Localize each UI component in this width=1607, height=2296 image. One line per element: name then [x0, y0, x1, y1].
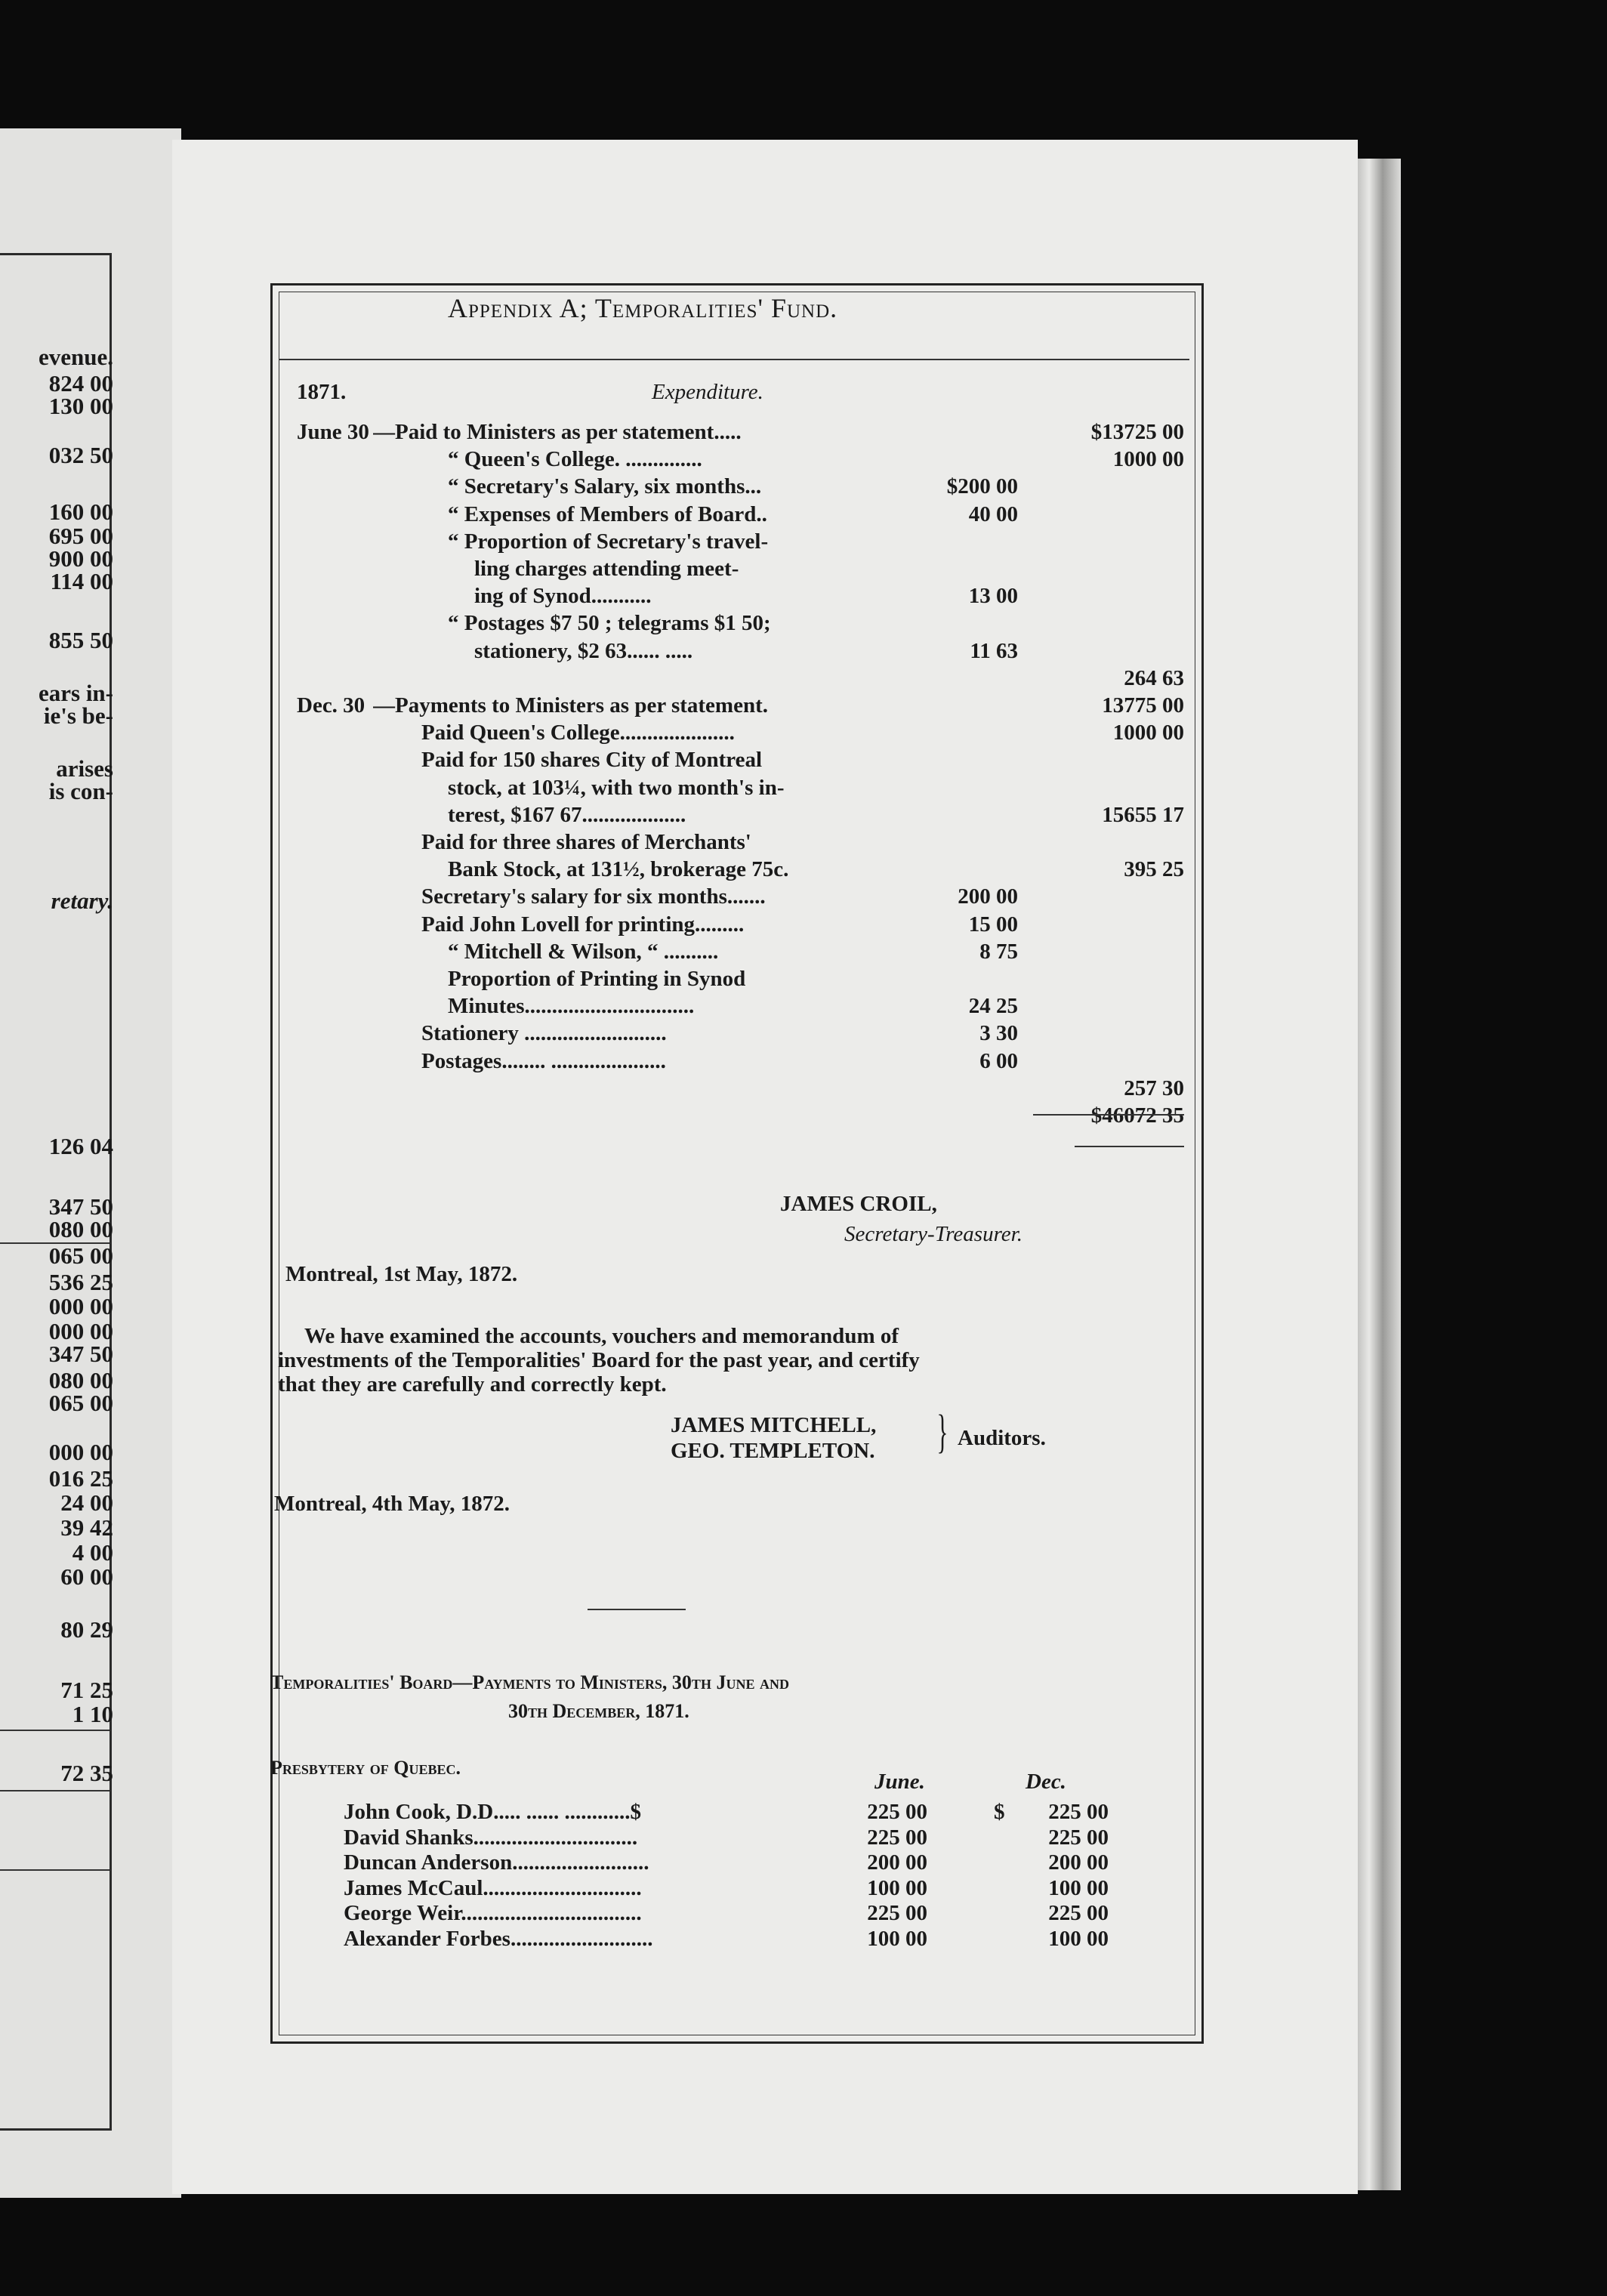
- payment-june: 225 00: [867, 1800, 927, 1824]
- previous-page-line: 1 10: [72, 1701, 113, 1727]
- column-dec: Dec.: [1026, 1770, 1066, 1794]
- previous-page-line: evenue.: [38, 344, 113, 370]
- auditors-label: Auditors.: [958, 1426, 1046, 1450]
- previous-page-line: 080 00: [48, 1367, 113, 1393]
- previous-page-line: 130 00: [48, 393, 113, 419]
- previous-page-line: retary.: [51, 887, 113, 914]
- entry-amount-total: 264 63: [1124, 665, 1184, 690]
- secretary-name: JAMES CROIL,: [780, 1192, 937, 1216]
- payment-june: 225 00: [867, 1901, 927, 1925]
- entry-amount-total: 1000 00: [1112, 721, 1184, 745]
- entry-amount-inner: 6 00: [979, 1048, 1018, 1073]
- payment-dec: 225 00: [1048, 1800, 1109, 1824]
- entry-description: —Payments to Ministers as per statement.: [373, 695, 768, 717]
- entry-description: “ Secretary's Salary, six months...: [448, 476, 762, 498]
- previous-page-rule: [0, 1790, 109, 1791]
- entry-description: ing of Synod...........: [474, 585, 652, 608]
- payment-june: 225 00: [867, 1825, 927, 1850]
- previous-page-line: 71 25: [60, 1677, 113, 1703]
- entry-amount-total: 1000 00: [1112, 447, 1184, 472]
- previous-page-line: 347 50: [48, 1341, 113, 1367]
- entry-description: Secretary's salary for six months.......: [421, 886, 766, 909]
- previous-page-line: 4 00: [72, 1539, 113, 1566]
- audit-text-line: We have examined the accounts, vouchers and memorandum of: [304, 1324, 899, 1348]
- previous-page-line: 114 00: [50, 568, 113, 594]
- audit-text-line: that they are carefully and correctly kept.: [278, 1372, 667, 1396]
- minister-name: Alexander Forbes..........................: [344, 1927, 653, 1950]
- entry-description: Postages........ .....................: [421, 1050, 666, 1072]
- previous-page-line: 000 00: [48, 1293, 113, 1319]
- previous-page-line: 000 00: [48, 1439, 113, 1465]
- previous-page-rule: [0, 1869, 109, 1871]
- entry-amount-inner: 8 75: [979, 939, 1018, 964]
- entry-description: “ Mitchell & Wilson, “ ..........: [448, 940, 719, 963]
- entry-amount-inner: 11 63: [970, 638, 1018, 663]
- previous-page-line: 39 42: [60, 1514, 113, 1541]
- payments-heading: Temporalities' Board—Payments to Ministers, 30th June and: [270, 1671, 789, 1693]
- previous-page-line: 900 00: [48, 545, 113, 572]
- payment-june: 200 00: [867, 1850, 927, 1875]
- entry-amount-total: 15655 17: [1102, 802, 1184, 827]
- entry-amount-inner: 200 00: [958, 884, 1018, 909]
- previous-page-rule: [0, 1242, 109, 1244]
- previous-page-line: 160 00: [48, 498, 113, 525]
- subtotal-rule: [1033, 1114, 1184, 1116]
- minister-name: John Cook, D.D..... ...... ............$: [344, 1801, 641, 1823]
- total-rule: [1075, 1146, 1184, 1147]
- presbytery-heading: Presbytery of Quebec.: [270, 1757, 461, 1779]
- entry-description: Bank Stock, at 131½, brokerage 75c.: [448, 859, 789, 881]
- secretary-role: Secretary-Treasurer.: [844, 1222, 1022, 1246]
- entry-description: Paid John Lovell for printing.........: [421, 913, 745, 936]
- entry-description: “ Queen's College. ..............: [448, 449, 702, 471]
- payment-dec: 200 00: [1048, 1850, 1109, 1875]
- entry-amount-inner: 3 30: [979, 1021, 1018, 1046]
- title-rule: [279, 359, 1189, 360]
- page-edge: [1356, 159, 1401, 2190]
- payment-june: 100 00: [867, 1926, 927, 1951]
- entry-amount-inner: 13 00: [968, 584, 1018, 609]
- previous-page-rule: [0, 1730, 109, 1731]
- entry-date: Dec. 30: [297, 693, 366, 718]
- audit-date: Montreal, 4th May, 1872.: [274, 1492, 510, 1516]
- entry-description: stationery, $2 63...... .....: [474, 640, 693, 662]
- previous-page-line: 80 29: [60, 1616, 113, 1643]
- previous-page-line: 126 04: [48, 1133, 113, 1159]
- entry-amount-inner: 24 25: [968, 994, 1018, 1019]
- expenditure-heading: Expenditure.: [652, 380, 763, 404]
- previous-page-line: 016 25: [48, 1465, 113, 1492]
- previous-page-line: 855 50: [48, 627, 113, 653]
- payment-june: 100 00: [867, 1875, 927, 1900]
- payment-dec: 100 00: [1048, 1875, 1109, 1900]
- previous-page-line: 000 00: [48, 1318, 113, 1344]
- previous-page-line: 032 50: [48, 442, 113, 468]
- auditor-name-1: JAMES MITCHELL,: [671, 1413, 877, 1437]
- minister-name: George Weir.................................: [344, 1903, 642, 1924]
- previous-page-line: 536 25: [48, 1269, 113, 1295]
- expenditure-year: 1871.: [297, 380, 347, 404]
- entry-description: “ Postages $7 50 ; telegrams $1 50;: [448, 613, 771, 635]
- page-title: Appendix A; Temporalities' Fund.: [448, 293, 838, 323]
- minister-name: Duncan Anderson.........................: [344, 1852, 649, 1874]
- entry-amount-total: 257 30: [1124, 1075, 1184, 1100]
- previous-page-line: 72 35: [60, 1760, 113, 1786]
- dollar-sign: $: [994, 1800, 1005, 1824]
- entry-amount-total: $13725 00: [1090, 420, 1184, 444]
- previous-page-line: arises: [56, 755, 113, 782]
- minister-name: David Shanks..............................: [344, 1826, 638, 1849]
- audit-text-line: investments of the Temporalities' Board for the past year, and certify: [278, 1348, 920, 1372]
- payment-dec: 225 00: [1048, 1901, 1109, 1925]
- entry-description: “ Expenses of Members of Board..: [448, 503, 767, 526]
- entry-description: Paid for 150 shares City of Montreal: [421, 749, 763, 772]
- entry-date: June 30: [297, 420, 369, 444]
- column-june: June.: [874, 1770, 925, 1794]
- entry-description: Paid Queen's College.....................: [421, 722, 735, 745]
- entry-description: Stationery ..........................: [421, 1023, 667, 1045]
- entry-amount-inner: 40 00: [968, 501, 1018, 526]
- entry-description: ling charges attending meet-: [474, 558, 739, 580]
- entry-amount-inner: 15 00: [968, 912, 1018, 937]
- entry-description: Minutes...............................: [448, 995, 695, 1018]
- entry-amount-total: 13775 00: [1102, 693, 1184, 718]
- secretary-date: Montreal, 1st May, 1872.: [285, 1262, 518, 1286]
- previous-page-line: 695 00: [48, 523, 113, 549]
- entry-description: Proportion of Printing in Synod: [448, 968, 746, 990]
- entry-description: —Paid to Ministers as per statement.....: [373, 421, 742, 443]
- previous-page-line: 824 00: [48, 370, 113, 397]
- previous-page-line: 065 00: [48, 1390, 113, 1416]
- entry-description: Paid for three shares of Merchants': [421, 832, 751, 853]
- previous-page-line: is con-: [48, 778, 113, 804]
- auditor-name-2: GEO. TEMPLETON.: [671, 1439, 875, 1463]
- previous-page: [0, 128, 181, 2198]
- entry-description: stock, at 103¼, with two month's in-: [448, 776, 785, 799]
- previous-page-line: ears in-: [38, 680, 113, 706]
- entry-amount-total: $46072 35: [1090, 1103, 1184, 1128]
- entry-description: terest, $167 67...................: [448, 804, 686, 826]
- previous-page-line: 24 00: [60, 1489, 113, 1516]
- previous-page-line: 080 00: [48, 1216, 113, 1242]
- payment-dec: 225 00: [1048, 1825, 1109, 1850]
- section-divider: [588, 1609, 686, 1610]
- payments-heading-date: 30th December, 1871.: [508, 1700, 689, 1722]
- payment-dec: 100 00: [1048, 1926, 1109, 1951]
- auditors-brace: }: [936, 1406, 948, 1458]
- previous-page-line: 065 00: [48, 1242, 113, 1269]
- previous-page-line: 60 00: [60, 1563, 113, 1590]
- minister-name: James McCaul.............................: [344, 1877, 642, 1899]
- previous-page-line: ie's be-: [43, 702, 113, 729]
- entry-amount-inner: $200 00: [946, 474, 1018, 499]
- document-page: [172, 140, 1358, 2194]
- entry-amount-total: 395 25: [1124, 857, 1184, 882]
- previous-page-line: 347 50: [48, 1193, 113, 1220]
- entry-description: “ Proportion of Secretary's travel-: [448, 530, 769, 553]
